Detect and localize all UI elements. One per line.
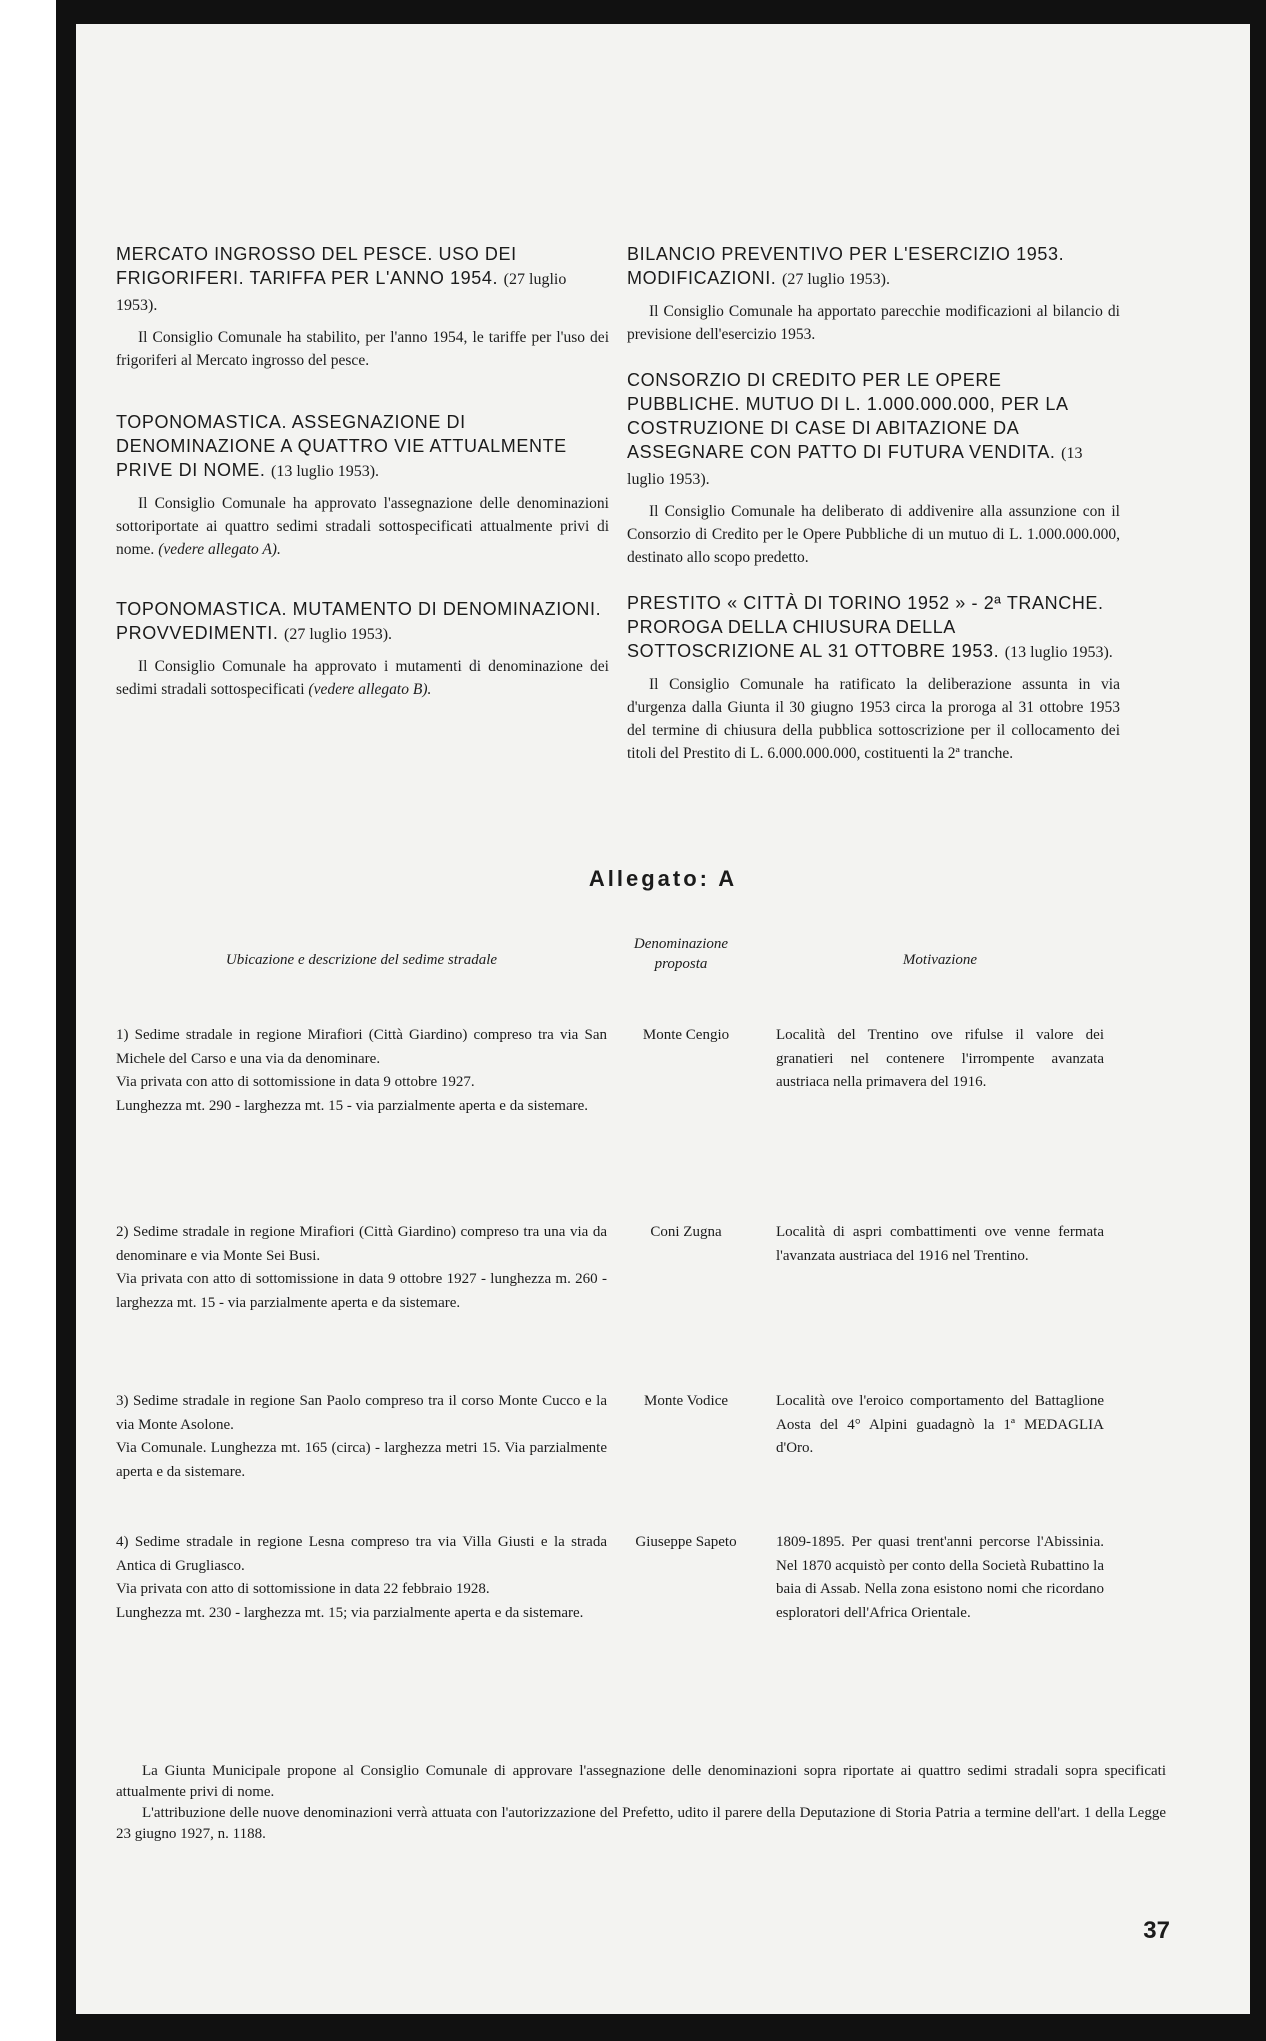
article-text: Il Consiglio Comunale ha approvato l'assegnazione delle denominazioni sottoriportate ai quattro sedimi stradali sottospecificati attualmente privi di nome. (vedere allegato A). [116,495,609,558]
article-toponomastica-assegnazione [116,410,609,561]
allegato-reference: (vedere allegato A). [158,541,281,558]
article-text: Il Consiglio Comunale ha stabilito, per l'anno 1954, le tariffe per l'uso dei frigoriferi al Mercato ingrosso del pesce. [116,329,609,369]
motivation: 1809-1895. Per quasi trent'anni percorse l'Abissinia. Nel 1870 acquistò per conto della Società Rubattino la baia di Assab. Nella zona esistono nomi che ricordano esploratori dell'Africa Orientale. [776,1534,1104,1621]
document-page [76,24,1250,2014]
proposed-name: Monte Vodice [643,1393,729,1409]
article-heading: TOPONOMASTICA. MUTAMENTO DI DENOMINAZIONI. PROVVEDIMENTI. (27 luglio 1953). [116,599,602,643]
allegato-reference: (vedere allegato B). [308,681,432,698]
article-text: Il Consiglio Comunale ha approvato i mutamenti di denominazione dei sedimi stradali sottospecificati (vedere allegato B). [116,658,609,698]
proposed-name: Coni Zugna [650,1224,722,1240]
article-text: Il Consiglio Comunale ha deliberato di addivenire alla assunzione con il Consorzio di Credito per le Opere Pubbliche di un mutuo di L. 1.000.000.000, destinato allo scopo predetto. [627,503,1120,566]
article-mercato-pesce [116,242,609,372]
article-heading: MERCATO INGROSSO DEL PESCE. USO DEI FRIGORIFERI. TARIFFA PER L'ANNO 1954. (27 luglio 1953). [116,244,567,314]
article-heading: PRESTITO « CITTÀ DI TORINO 1952 » - 2ª TRANCHE. PROROGA DELLA CHIUSURA DELLA SOTTOSCRIZIONE AL 31 OTTOBRE 1953. (13 luglio 1953). [627,593,1113,661]
column-header-description: Ubicazione e descrizione del sedime stradale [225,952,498,968]
page-number: 37 [1143,1917,1170,1944]
motivation: Località di aspri combattimenti ove venne fermata l'avanzata austriaca del 1916 nel Trentino. [776,1224,1104,1264]
right-column [627,242,1120,787]
article-bilancio [627,242,1120,346]
article-prestito [627,591,1120,765]
street-description: 4) Sedime stradale in regione Lesna compreso tra via Villa Giusti e la strada Antica di Grugliasco. Via privata con atto di sottomissione in data 22 febbraio 1928. Lunghezza mt. 230 - larghezza mt. 15; via parzialmente aperta e da sistemare. [116,1534,607,1621]
proposed-name: Monte Cengio [642,1027,730,1043]
column-header-motivation: Motivazione [902,952,978,968]
article-heading: TOPONOMASTICA. ASSEGNAZIONE DI DENOMINAZIONE A QUATTRO VIE ATTUALMENTE PRIVE DI NOME. (13 luglio 1953). [116,412,567,480]
note-paragraph: L'attribuzione delle nuove denominazioni verrà attuata con l'autorizzazione del Prefetto, udito il parere della Deputazione di Storia Patria a termine dell'art. 1 della Legge 23 giugno 1927, n. 1188. [116,1805,1166,1842]
proposed-name: Giuseppe Sapeto [635,1534,737,1550]
article-text: Il Consiglio Comunale ha apportato parecchie modificazioni al bilancio di previsione dell'esercizio 1953. [627,303,1120,343]
article-toponomastica-mutamento [116,597,609,701]
closing-note [116,1761,1166,1845]
motivation: Località ove l'eroico comportamento del Battaglione Aosta del 4° Alpini guadagnò la 1ª MEDAGLIA d'Oro. [776,1393,1104,1456]
article-consorzio-credito [627,368,1120,569]
note-paragraph: La Giunta Municipale propone al Consiglio Comunale di approvare l'assegnazione delle denominazioni sopra riportate ai quattro sedimi stradali sopra specificati attualmente privi di nome. [116,1763,1166,1800]
article-text: Il Consiglio Comunale ha ratificato la deliberazione assunta in via d'urgenza dalla Giunta il 30 giugno 1953 circa la proroga al 31 ottobre 1953 del termine di chiusura della pubblica sottoscrizione per il collocamento dei titoli del Prestito di L. 6.000.000.000, costituenti la 2ª tranche. [627,676,1120,762]
article-heading: BILANCIO PREVENTIVO PER L'ESERCIZIO 1953. MODIFICAZIONI. (27 luglio 1953). [627,244,1065,288]
column-header-name: Denominazione proposta [633,936,729,972]
street-description: 2) Sedime stradale in regione Mirafiori (Città Giardino) compreso tra una via da denominare e via Monte Sei Busi. Via privata con atto di sottomissione in data 9 ottobre 1927 - lunghezza m. 260 - larghezza mt. 15 - via parzialmente aperta e da sistemare. [116,1224,607,1311]
article-heading: CONSORZIO DI CREDITO PER LE OPERE PUBBLICHE. MUTUO DI L. 1.000.000.000, PER LA COSTRUZIONE DI CASE DI ABITAZIONE DA ASSEGNARE CON PATTO DI FUTURA VENDITA. (13 luglio 1953). [627,370,1083,488]
street-description: 3) Sedime stradale in regione San Paolo compreso tra il corso Monte Cucco e la via Monte Asolone. Via Comunale. Lunghezza mt. 165 (circa) - larghezza metri 15. Via parzialmente aperta e da sistemare. [116,1393,607,1480]
street-description: 1) Sedime stradale in regione Mirafiori (Città Giardino) compreso tra via San Michele del Carso e una via da denominare. Via privata con atto di sottomissione in data 9 ottobre 1927. Lunghezza mt. 290 - larghezza mt. 15 - via parzialmente aperta e da sistemare. [116,1027,607,1114]
allegato-title: Allegato: A [588,866,738,891]
motivation: Località del Trentino ove rifulse il valore dei granatieri nel contenere l'irrompente avanzata austriaca nella primavera del 1916. [776,1027,1104,1090]
left-column [116,242,609,723]
